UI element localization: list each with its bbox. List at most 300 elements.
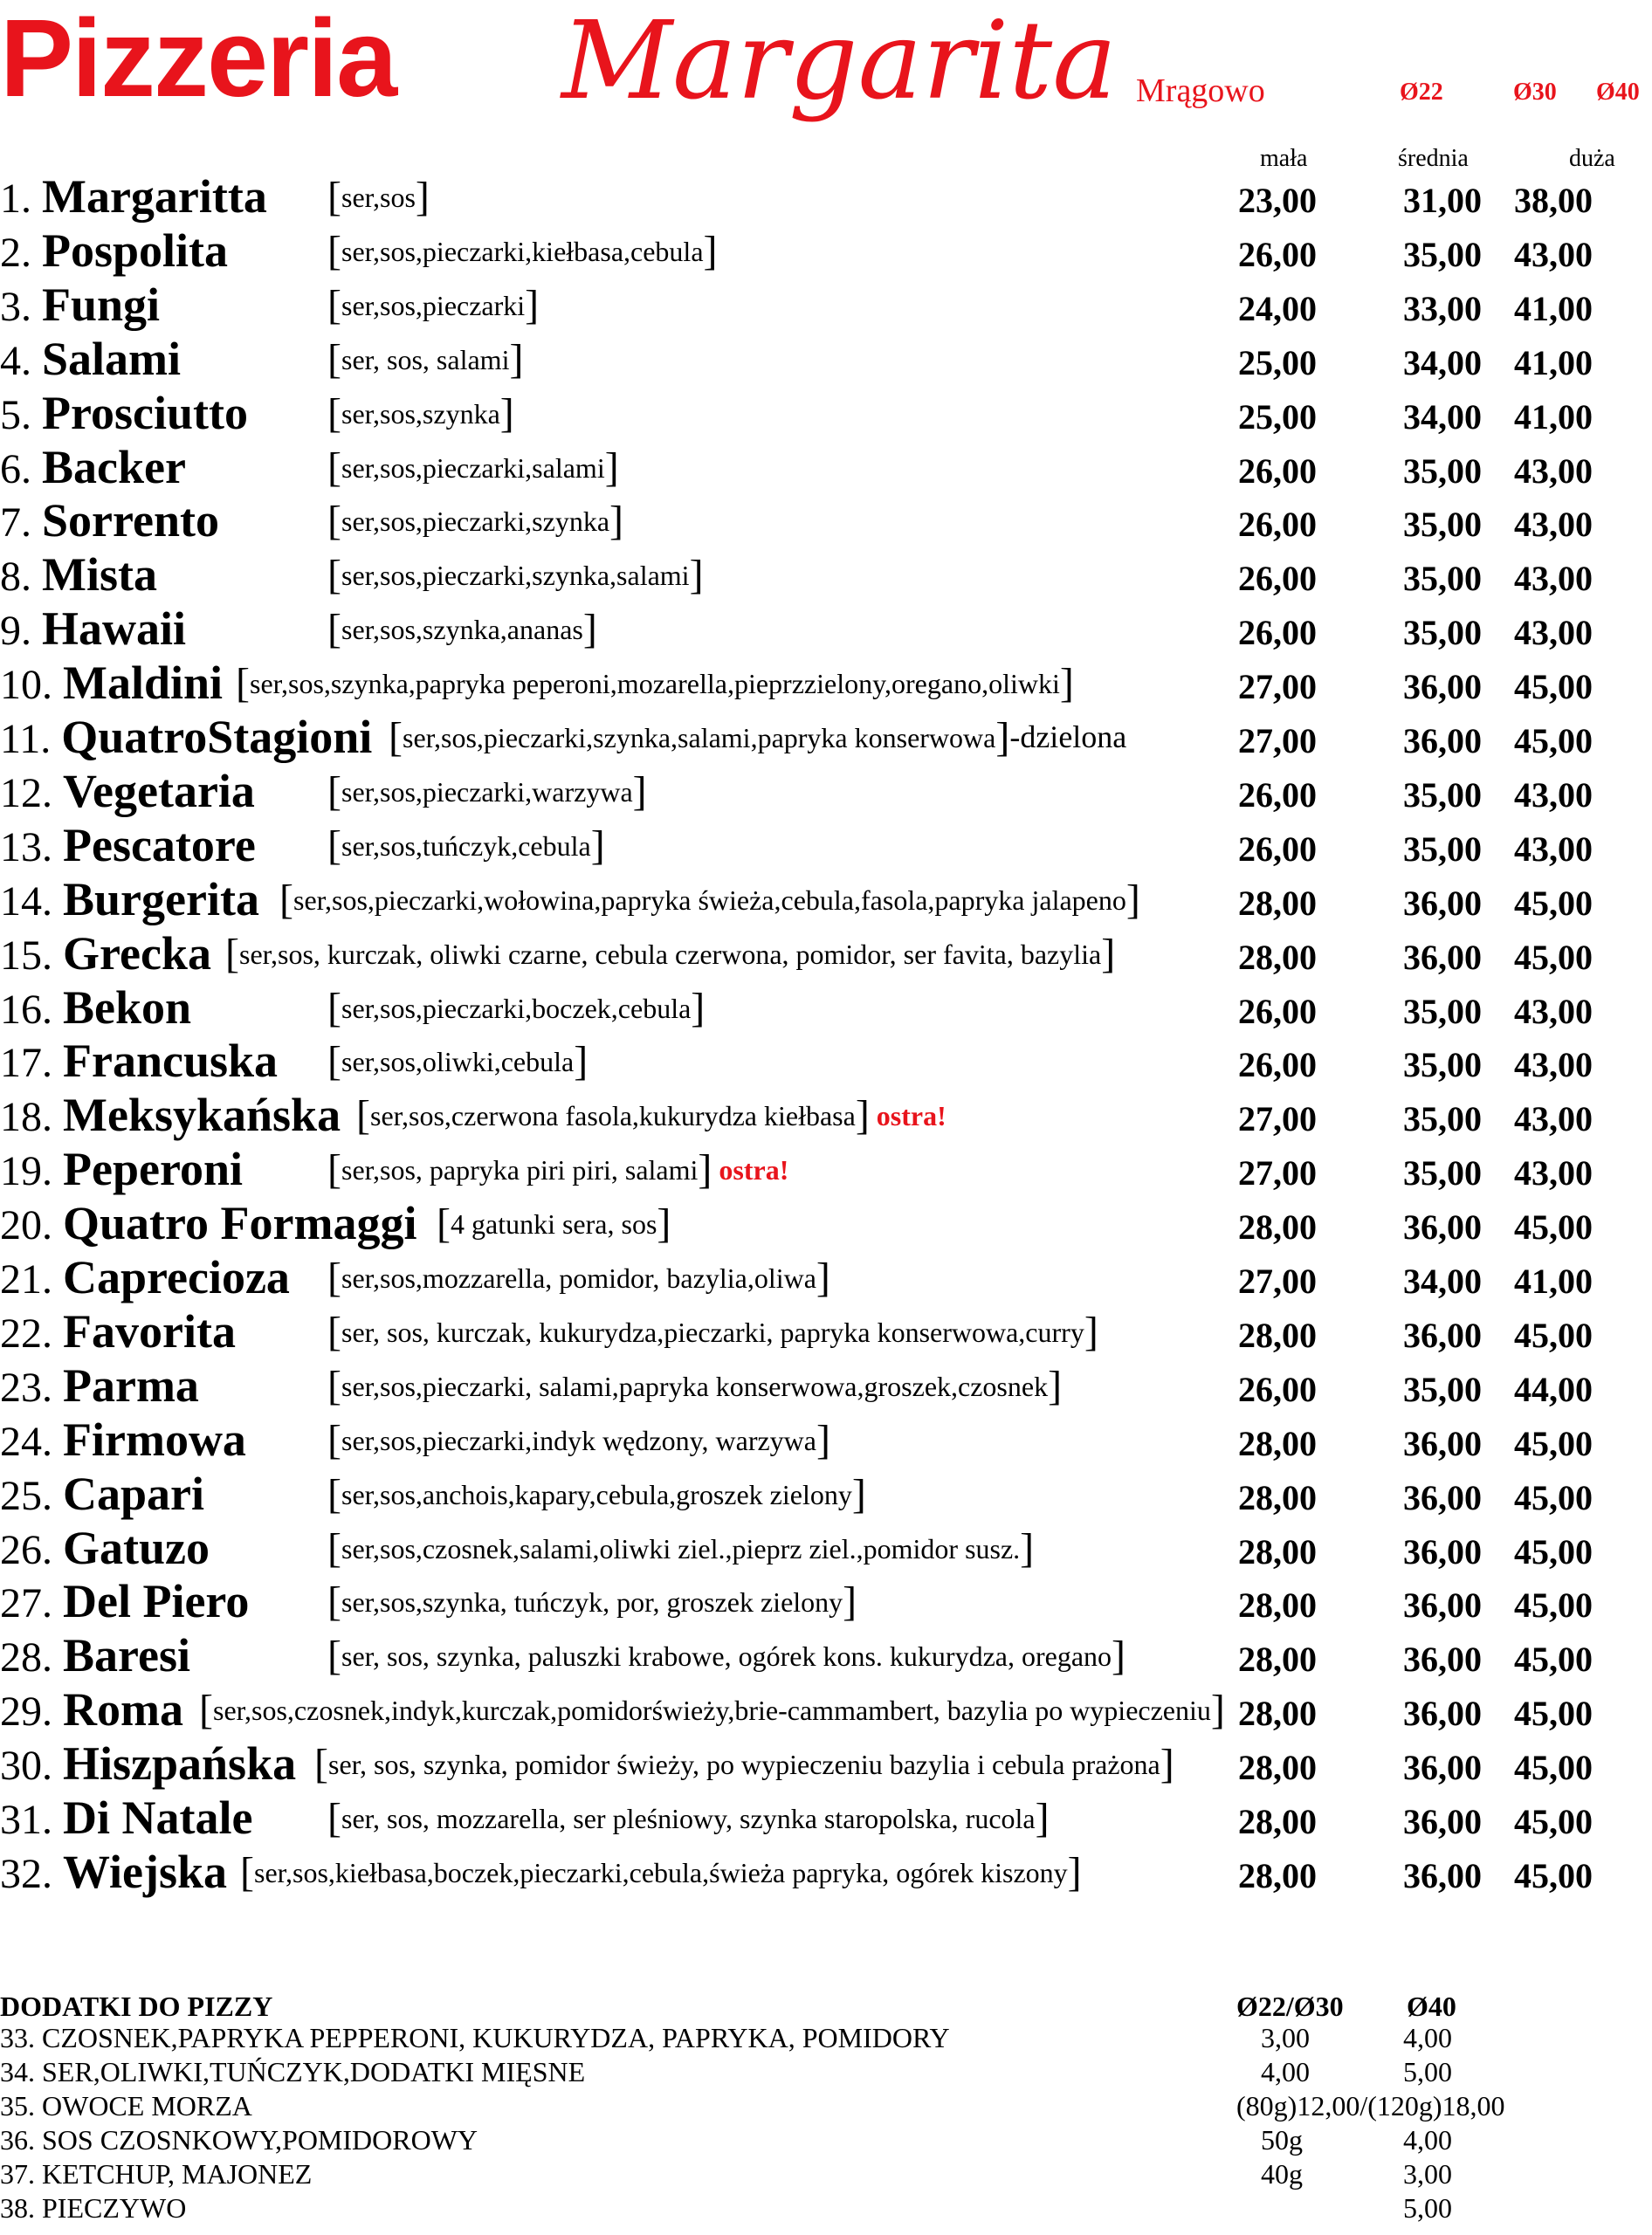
bracket-open: [ [327, 552, 341, 598]
menu-row [0, 712, 1652, 766]
ingredients-text: ser,sos, papryka piri piri, salami [341, 1154, 699, 1186]
bracket-close: ] [632, 768, 647, 815]
pizza-number: 22. [0, 1310, 52, 1357]
addon-price-large: 4,00 [1403, 2022, 1452, 2053]
pizza-number: 6. [0, 446, 31, 492]
menu-row [0, 495, 1652, 549]
pizza-number: 27. [0, 1580, 52, 1626]
ingredients-text: ser,sos,czerwona fasola,kukurydza kiełbasa [369, 1100, 856, 1131]
ingredients-text: ser,sos,szynka,papryka peperoni,mozarella,pieprzzielony,oregano,oliwki [249, 668, 1060, 699]
menu-row [0, 334, 1652, 388]
bracket-close: ] [415, 174, 430, 220]
ingredients-text: ser,sos,szynka,ananas [341, 614, 583, 645]
spicy-badge: ostra! [719, 1154, 789, 1186]
addon-price-small: 3,00 [1261, 2022, 1310, 2053]
pizza-ingredients [356, 1092, 946, 1138]
price-large: 43,00 [1514, 829, 1593, 869]
pizza-number: 20. [0, 1202, 52, 1248]
price-large: 38,00 [1514, 181, 1593, 220]
bracket-close: ] [499, 390, 514, 437]
pizza-name: Bekon [63, 981, 192, 1034]
pizza-number-and-name [0, 333, 182, 385]
bracket-open: [ [240, 1849, 254, 1895]
price-large: 45,00 [1514, 1478, 1593, 1517]
pizza-ingredients [236, 660, 1074, 706]
pizza-name: Meksykańska [63, 1089, 341, 1141]
pizza-name: Quatro Formaggi [63, 1197, 417, 1249]
pizza-name: Grecka [63, 927, 211, 980]
bracket-close: ] [703, 228, 718, 274]
bracket-open: [ [327, 606, 341, 652]
bracket-open: [ [327, 1309, 341, 1355]
price-small: 28,00 [1238, 1207, 1317, 1247]
bracket-close: ] [1210, 1687, 1225, 1733]
ingredients-text: ser,sos,szynka, tuńczyk, por, groszek zielony [341, 1586, 843, 1618]
price-medium: 36,00 [1403, 1748, 1482, 1787]
addon-price-large: 4,00 [1403, 2124, 1452, 2156]
price-small: 25,00 [1238, 397, 1317, 437]
price-large: 43,00 [1514, 775, 1593, 815]
price-large: 43,00 [1514, 1045, 1593, 1084]
bracket-close: ] [509, 336, 524, 382]
pizza-number-and-name [0, 170, 267, 223]
pizza-ingredients [225, 933, 1115, 975]
diameter-small: Ø22 [1400, 79, 1443, 106]
pizza-ingredients [327, 1525, 1035, 1571]
ingredients-text: ser,sos [341, 182, 416, 213]
menu-row [0, 1144, 1652, 1198]
pizza-name: Favorita [63, 1305, 236, 1358]
pizza-number: 17. [0, 1040, 52, 1086]
pizza-number: 7. [0, 499, 31, 546]
brand-title: Pizzeria [0, 0, 396, 120]
pizza-name: Hawaii [42, 602, 187, 655]
price-medium: 36,00 [1403, 1207, 1482, 1247]
price-medium: 36,00 [1403, 1424, 1482, 1463]
pizza-ingredients [279, 879, 1140, 921]
price-small: 28,00 [1238, 1478, 1317, 1517]
pizza-number-and-name [0, 1737, 297, 1790]
ingredients-text: ser, sos, szynka, paluszki krabowe, ogórek kons. kukurydza, oregano [341, 1640, 1112, 1672]
price-medium: 33,00 [1403, 289, 1482, 328]
price-large: 41,00 [1514, 343, 1593, 382]
pizza-ingredients [327, 554, 704, 596]
pizza-number: 21. [0, 1256, 52, 1303]
bracket-open: [ [327, 228, 341, 274]
pizza-number: 2. [0, 230, 31, 276]
pizza-number-and-name [0, 657, 224, 709]
price-small: 23,00 [1238, 181, 1317, 220]
bracket-open: [ [327, 768, 341, 815]
pizza-number: 23. [0, 1365, 52, 1411]
pizza-name: Roma [63, 1683, 183, 1736]
pizza-number-and-name [0, 873, 259, 925]
addon-price-small: 50g [1261, 2124, 1303, 2156]
pizza-number: 11. [0, 716, 52, 762]
pizza-ingredients [327, 1365, 1062, 1407]
price-small: 27,00 [1238, 1262, 1317, 1301]
bracket-close: ] [843, 1578, 857, 1625]
price-medium: 36,00 [1403, 1532, 1482, 1571]
pizza-number-and-name [0, 1251, 290, 1303]
menu-row [0, 225, 1652, 279]
price-medium: 35,00 [1403, 235, 1482, 274]
pizza-ingredients [327, 390, 514, 437]
size-label-small: mała [1260, 145, 1308, 172]
pizza-number-and-name [0, 1791, 253, 1844]
pizza-number-and-name [0, 1197, 417, 1249]
bracket-open: [ [327, 1255, 341, 1301]
bracket-open: [ [199, 1687, 213, 1733]
price-large: 45,00 [1514, 721, 1593, 760]
price-medium: 36,00 [1403, 721, 1482, 760]
pizza-number-and-name [0, 441, 186, 493]
ingredients-text: ser,sos,pieczarki,szynka [341, 505, 610, 537]
pizza-ingredients [327, 1417, 830, 1463]
menu-row [0, 982, 1652, 1036]
pizza-name: Backer [42, 441, 186, 493]
pizza-number-and-name [0, 1145, 243, 1193]
price-medium: 31,00 [1403, 181, 1482, 220]
pizza-name: Burgerita [63, 873, 259, 925]
menu-row [0, 928, 1652, 982]
price-small: 26,00 [1238, 451, 1317, 491]
pizza-number-and-name [0, 1468, 204, 1520]
price-small: 28,00 [1238, 1640, 1317, 1679]
ingredients-text: ser, sos, kurczak, kukurydza,pieczarki, papryka konserwowa,curry [341, 1317, 1084, 1348]
bracket-close: ] [657, 1200, 671, 1247]
menu-row [0, 1252, 1652, 1306]
pizza-number: 19. [0, 1148, 52, 1194]
bracket-close: ] [1035, 1795, 1050, 1841]
price-medium: 36,00 [1403, 1478, 1482, 1517]
ingredients-text: ser,sos,mozzarella, pomidor, bazylia,oliwa [341, 1262, 816, 1294]
price-medium: 35,00 [1403, 451, 1482, 491]
menu-row [0, 603, 1652, 657]
pizza-ingredients [327, 606, 597, 652]
bracket-open: [ [356, 1092, 370, 1138]
addon-price-large: 3,00 [1403, 2158, 1452, 2190]
ingredients-text: ser,sos,pieczarki,szynka,salami [341, 560, 690, 591]
ingredients-text: ser,sos,pieczarki,salami [341, 452, 605, 484]
menu-row [0, 1684, 1652, 1738]
ingredients-text: ser,sos,szynka [341, 398, 500, 430]
pizza-name: Sorrento [42, 494, 219, 547]
price-small: 25,00 [1238, 343, 1317, 382]
bracket-close: ] [525, 282, 540, 328]
bracket-close: ] [1067, 1849, 1082, 1895]
pizza-name: Salami [42, 333, 182, 385]
price-medium: 34,00 [1403, 343, 1482, 382]
pizza-number: 9. [0, 608, 31, 654]
menu-row [0, 549, 1652, 603]
bracket-close: ] [816, 1255, 830, 1301]
ingredients-text: ser, sos, salami [341, 344, 510, 375]
menu-row [0, 1523, 1652, 1577]
pizza-number-and-name [0, 1305, 236, 1358]
price-medium: 35,00 [1403, 1099, 1482, 1138]
price-small: 27,00 [1238, 1099, 1317, 1138]
price-small: 28,00 [1238, 1532, 1317, 1571]
menu-row [0, 766, 1652, 820]
addon-price-small: (80g)12,00/(120g)18,00 [1236, 2090, 1505, 2122]
menu-row [0, 279, 1652, 334]
price-small: 28,00 [1238, 1802, 1317, 1841]
addons-title: DODATKI DO PIZZY [0, 1991, 273, 2022]
price-large: 43,00 [1514, 559, 1593, 598]
menu-row [0, 1414, 1652, 1468]
price-large: 41,00 [1514, 289, 1593, 328]
price-small: 26,00 [1238, 992, 1317, 1031]
price-large: 41,00 [1514, 397, 1593, 437]
price-large: 45,00 [1514, 1802, 1593, 1841]
addon-item-label: 37. KETCHUP, MAJONEZ [0, 2158, 313, 2190]
menu-row [0, 171, 1652, 225]
ingredients-text: ser, sos, szynka, pomidor świeży, po wypieczeniu bazylia i cebula prażona [327, 1749, 1160, 1780]
price-large: 43,00 [1514, 1153, 1593, 1193]
bracket-close: ] [851, 1471, 866, 1517]
bracket-open: [ [327, 390, 341, 437]
price-large: 45,00 [1514, 1856, 1593, 1895]
pizza-number-and-name [0, 1089, 341, 1141]
pizza-name: Pescatore [63, 819, 256, 871]
menu-row [0, 1468, 1652, 1523]
pizza-number-and-name [0, 819, 256, 871]
pizza-name: Vegetaria [63, 765, 255, 817]
pizza-ingredients [327, 336, 524, 382]
bracket-close: ] [1084, 1309, 1098, 1355]
menu-row [0, 1090, 1652, 1144]
ingredients-suffix: -dzielona [1009, 719, 1127, 754]
price-small: 27,00 [1238, 1153, 1317, 1193]
ingredients-text: ser,sos,czosnek,salami,oliwki ziel.,pieprz ziel.,pomidor susz. [341, 1533, 1021, 1564]
pizza-number-and-name [0, 548, 157, 601]
menu-row [0, 1198, 1652, 1252]
pizza-number: 31. [0, 1797, 52, 1843]
price-medium: 36,00 [1403, 1694, 1482, 1733]
bracket-open: [ [314, 1741, 328, 1787]
ingredients-text: ser,sos,pieczarki, salami,papryka konserwowa,groszek,czosnek [341, 1371, 1049, 1402]
bracket-open: [ [327, 1363, 341, 1409]
ingredients-text: ser,sos,pieczarki,warzywa [341, 776, 633, 808]
bracket-close: ] [1059, 660, 1074, 706]
pizza-name: Parma [63, 1359, 199, 1412]
pizza-number-and-name [0, 389, 248, 437]
pizza-ingredients [327, 1038, 589, 1084]
price-medium: 35,00 [1403, 829, 1482, 869]
pizza-ingredients [327, 500, 623, 542]
menu-row [0, 388, 1652, 442]
bracket-close: ] [1112, 1633, 1126, 1679]
price-medium: 35,00 [1403, 1370, 1482, 1409]
price-small: 28,00 [1238, 938, 1317, 977]
price-small: 27,00 [1238, 721, 1317, 760]
ingredients-text: ser,sos, kurczak, oliwki czarne, cebula czerwona, pomidor, ser favita, bazylia [238, 939, 1102, 970]
price-large: 43,00 [1514, 613, 1593, 652]
menu-row [0, 874, 1652, 928]
bracket-open: [ [327, 1578, 341, 1625]
ingredients-text: ser,sos,pieczarki,szynka,salami,papryka konserwowa [402, 722, 996, 753]
pizza-number-and-name [0, 494, 219, 547]
price-large: 45,00 [1514, 1694, 1593, 1733]
addon-item-label: 38. PIECZYWO [0, 2192, 187, 2224]
price-small: 26,00 [1238, 559, 1317, 598]
bracket-open: [ [327, 1146, 341, 1193]
pizza-ingredients [199, 1689, 1225, 1731]
bracket-open: [ [327, 1795, 341, 1841]
price-small: 26,00 [1238, 829, 1317, 869]
bracket-open: [ [279, 877, 293, 923]
pizza-number-and-name [0, 1413, 246, 1466]
pizza-number: 25. [0, 1473, 52, 1519]
pizza-number-and-name [0, 1522, 210, 1574]
price-small: 26,00 [1238, 1370, 1317, 1409]
pizza-name: Di Natale [63, 1791, 253, 1844]
price-large: 45,00 [1514, 1424, 1593, 1463]
addons-col-small: Ø22/Ø30 [1236, 1991, 1344, 2022]
menu-row [0, 1846, 1652, 1901]
price-medium: 35,00 [1403, 613, 1482, 652]
pizza-name: Del Piero [63, 1575, 250, 1627]
price-large: 45,00 [1514, 1585, 1593, 1625]
bracket-open: [ [327, 1525, 341, 1571]
bracket-close: ] [698, 1146, 712, 1193]
price-small: 26,00 [1238, 1045, 1317, 1084]
city-label: Mrągowo [1136, 72, 1265, 109]
menu-row [0, 1035, 1652, 1090]
price-medium: 35,00 [1403, 559, 1482, 598]
bracket-close: ] [816, 1417, 830, 1463]
price-small: 28,00 [1238, 1316, 1317, 1355]
ingredients-text: ser,sos,oliwki,cebula [341, 1046, 575, 1077]
bracket-open: [ [327, 174, 341, 220]
price-small: 26,00 [1238, 775, 1317, 815]
price-large: 45,00 [1514, 667, 1593, 706]
addon-price-small: 4,00 [1261, 2056, 1310, 2087]
price-large: 45,00 [1514, 938, 1593, 977]
pizza-number: 29. [0, 1688, 52, 1735]
pizza-number: 3. [0, 284, 31, 330]
menu-row [0, 1738, 1652, 1792]
bracket-open: [ [225, 931, 239, 977]
brand-script-title: Margarita [561, 0, 1118, 124]
price-large: 43,00 [1514, 505, 1593, 544]
addon-item-label: 36. SOS CZOSNKOWY,POMIDOROWY [0, 2124, 478, 2156]
ingredients-text: ser, sos, mozzarella, ser pleśniowy, szynka staropolska, rucola [341, 1803, 1036, 1834]
price-large: 43,00 [1514, 235, 1593, 274]
pizza-number: 16. [0, 987, 52, 1033]
pizza-ingredients [389, 714, 1127, 760]
pizza-number-and-name [0, 1629, 190, 1681]
pizza-name: Baresi [63, 1629, 190, 1681]
pizza-name: Hiszpańska [63, 1737, 297, 1790]
pizza-ingredients [240, 1849, 1082, 1895]
pizza-name: Peperoni [63, 1143, 243, 1195]
menu-row [0, 820, 1652, 874]
bracket-open: [ [327, 444, 341, 491]
bracket-close: ] [855, 1092, 870, 1138]
pizza-number: 32. [0, 1851, 52, 1897]
price-medium: 35,00 [1403, 992, 1482, 1031]
pizza-ingredients [327, 176, 430, 218]
price-large: 45,00 [1514, 1207, 1593, 1247]
pizza-number-and-name [0, 1846, 228, 1898]
ingredients-text: ser,sos,pieczarki,indyk wędzony, warzywa [341, 1425, 816, 1456]
pizza-ingredients [327, 230, 718, 272]
ingredients-text: ser,sos,czosnek,indyk,kurczak,pomidorświeży,brie-cammambert, bazylia po wypieczeniu [212, 1695, 1211, 1726]
price-large: 45,00 [1514, 884, 1593, 923]
ingredients-text: ser,sos,pieczarki [341, 290, 526, 321]
pizza-number: 5. [0, 392, 31, 438]
bracket-open: [ [327, 985, 341, 1031]
price-medium: 36,00 [1403, 938, 1482, 977]
pizza-ingredients [314, 1743, 1174, 1785]
bracket-open: [ [327, 498, 341, 544]
price-large: 45,00 [1514, 1748, 1593, 1787]
pizza-ingredients [327, 1146, 789, 1193]
price-medium: 35,00 [1403, 775, 1482, 815]
pizza-number: 24. [0, 1419, 52, 1465]
bracket-close: ] [1101, 931, 1116, 977]
pizza-ingredients [327, 1311, 1098, 1353]
price-medium: 35,00 [1403, 505, 1482, 544]
bracket-close: ] [1125, 877, 1140, 923]
price-medium: 36,00 [1403, 1856, 1482, 1895]
pizza-name: Gatuzo [63, 1522, 210, 1574]
pizza-number-and-name [0, 927, 211, 980]
price-small: 26,00 [1238, 235, 1317, 274]
pizza-number: 10. [0, 662, 52, 708]
pizza-number: 8. [0, 554, 31, 600]
bracket-close: ] [1048, 1363, 1063, 1409]
price-small: 26,00 [1238, 505, 1317, 544]
bracket-close: ] [604, 444, 619, 491]
price-medium: 36,00 [1403, 667, 1482, 706]
pizza-ingredients [437, 1200, 671, 1247]
price-small: 24,00 [1238, 289, 1317, 328]
bracket-close: ] [609, 498, 624, 544]
pizza-ingredients [327, 282, 540, 328]
price-medium: 36,00 [1403, 884, 1482, 923]
pizza-name: Fungi [42, 279, 161, 331]
pizza-name: QuatroStagioni [61, 711, 373, 763]
price-small: 28,00 [1238, 1585, 1317, 1625]
pizza-number: 12. [0, 770, 52, 816]
pizza-name: Mista [42, 548, 157, 601]
price-small: 27,00 [1238, 667, 1317, 706]
pizza-number-and-name [0, 1035, 279, 1087]
addons-col-large: Ø40 [1407, 1991, 1456, 2022]
price-small: 28,00 [1238, 1748, 1317, 1787]
addon-price-large: 5,00 [1403, 2056, 1452, 2087]
pizza-number-and-name [0, 1575, 250, 1627]
pizza-ingredients [327, 1471, 866, 1517]
menu-row [0, 1576, 1652, 1630]
ingredients-text: ser,sos,pieczarki,boczek,cebula [341, 993, 692, 1024]
bracket-open: [ [327, 1417, 341, 1463]
pizza-number-and-name [0, 224, 229, 277]
pizza-ingredients [327, 768, 647, 815]
pizza-number: 26. [0, 1527, 52, 1573]
menu-row [0, 1792, 1652, 1846]
price-medium: 34,00 [1403, 397, 1482, 437]
pizza-ingredients [327, 987, 705, 1029]
diameter-medium: Ø30 [1513, 79, 1557, 106]
pizza-name: Francuska [63, 1035, 279, 1087]
size-label-large: duża [1569, 145, 1615, 172]
pizza-number-and-name [0, 767, 255, 815]
bracket-close: ] [1020, 1525, 1035, 1571]
